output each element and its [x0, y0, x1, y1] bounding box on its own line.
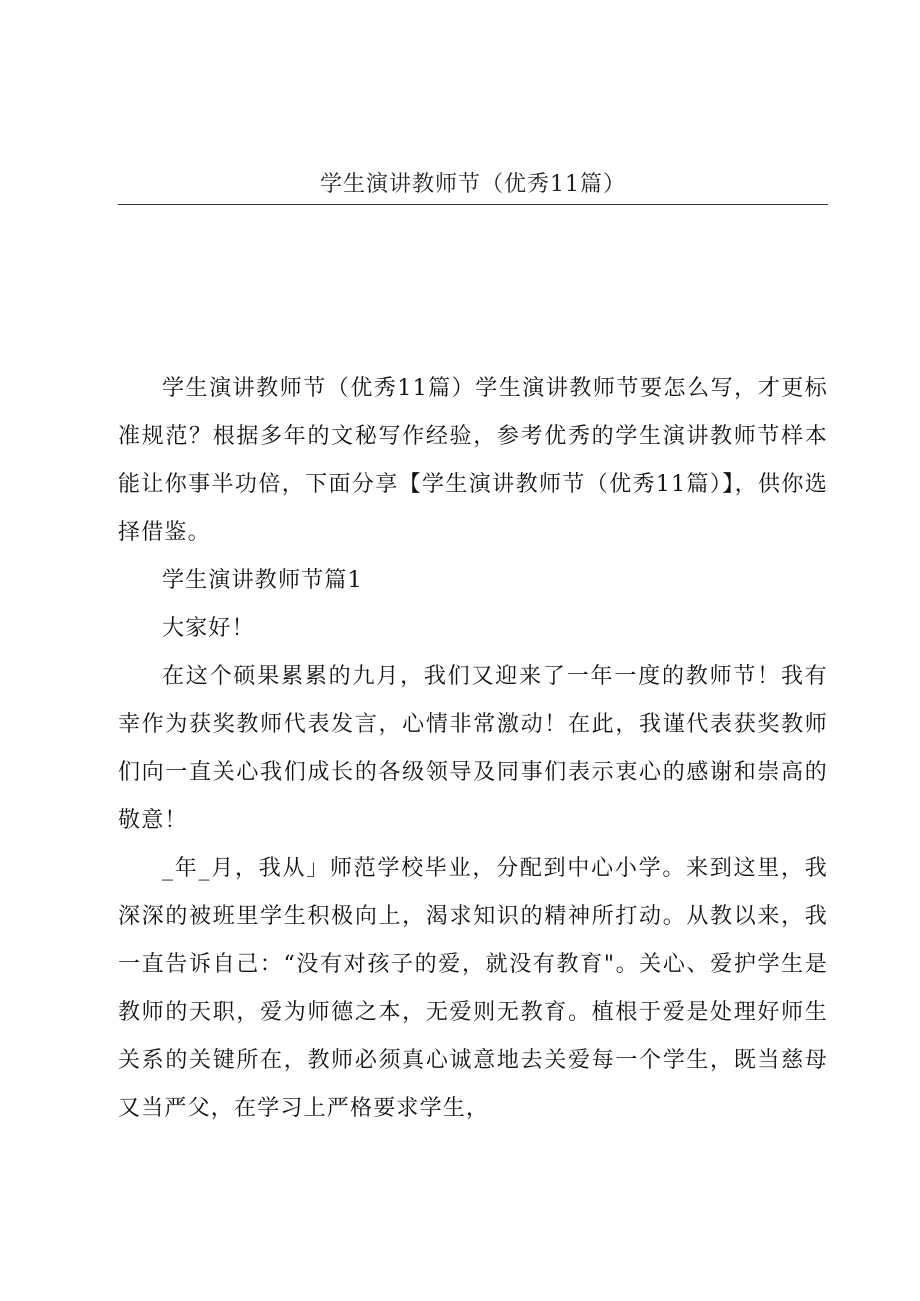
body-paragraph: _年_月，我从」师范学校毕业，分配到中心小学。来到这里，我深深的被班里学生积极向上，渴求知识的精神所打动。从教以来，我一直告诉自己：“没有对孩子的爱，就没有教育"。关心、爱护学生是教师的天职，爱为师德之本，无爱则无教育。植根于爱是处理好师生关系的关键所在，教师必须真心诚意地去关爱每一个学生，既当慈母又当严父，在学习上严格要求学生，	[118, 856, 828, 1121]
greeting-paragraph: 大家好！	[162, 616, 255, 641]
page-header	[118, 170, 828, 205]
header-title: 学生演讲教师节（优秀11篇）	[320, 172, 626, 197]
body-paragraph: 在这个硕果累累的九月，我们又迎来了一年一度的教师节！我有幸作为获奖教师代表发言，心情非常激动！在此，我谨代表获奖教师们向一直关心我们成长的各级领导及同事们表示衷心的感谢和崇高的敬意！	[118, 664, 828, 833]
document-body	[118, 365, 828, 1133]
intro-paragraph: 学生演讲教师节（优秀11篇）学生演讲教师节要怎么写，才更标准规范？根据多年的文秘写作经验，参考优秀的学生演讲教师节样本能让你事半功倍，下面分享【学生演讲教师节（优秀11篇）】，供你选择借鉴。	[118, 376, 828, 545]
section-heading: 学生演讲教师节篇1	[162, 568, 363, 593]
